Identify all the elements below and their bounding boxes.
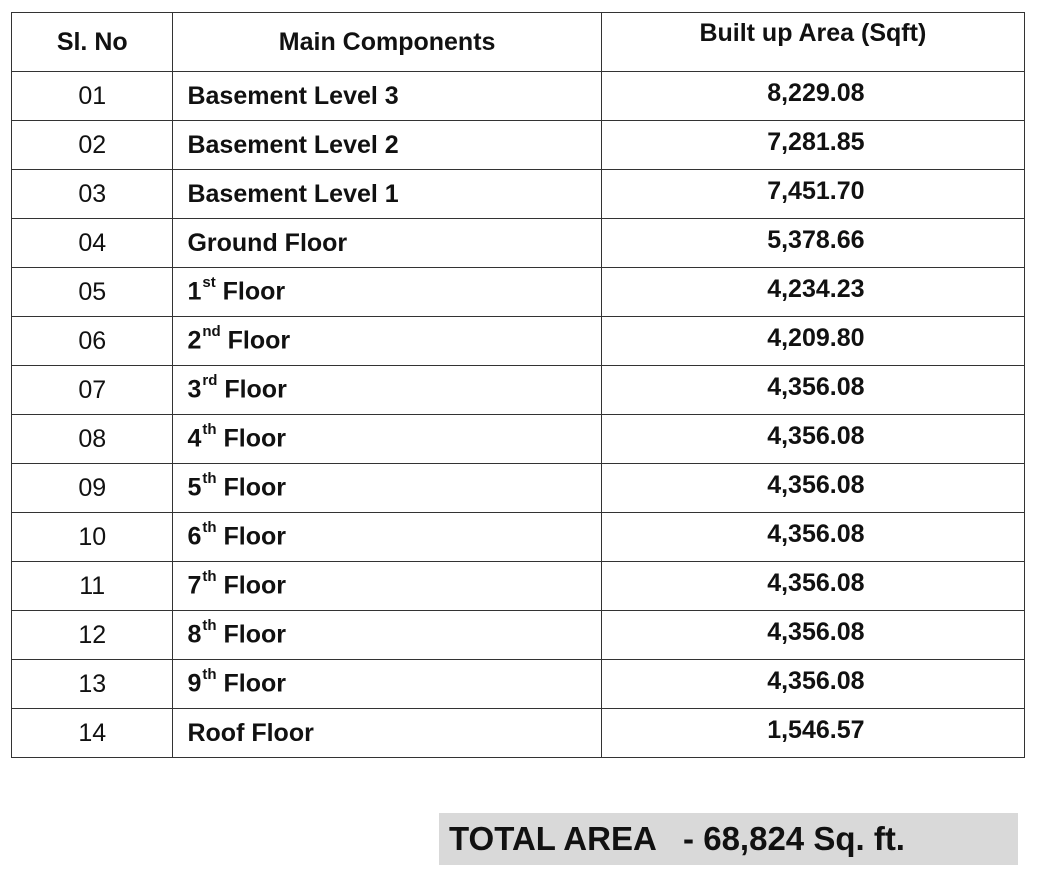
- row-component-name: 1: [187, 277, 202, 306]
- row-area-value: 8,229.08: [767, 78, 865, 107]
- row-component: [173, 660, 601, 709]
- row-component-name: Roof Floor: [187, 718, 314, 747]
- table-row: [12, 562, 1025, 611]
- row-area-value: 4,356.08: [767, 421, 865, 450]
- row-component-ordinal: st: [202, 274, 216, 292]
- row-component: [173, 121, 601, 170]
- table-row: [12, 709, 1025, 758]
- row-component-ordinal: nd: [202, 323, 221, 341]
- row-component: [173, 268, 601, 317]
- row-area-value: 4,356.08: [767, 617, 865, 646]
- row-area-value: 4,356.08: [767, 666, 865, 695]
- row-component-ordinal: th: [202, 666, 217, 684]
- row-component-suffix: Floor: [216, 571, 286, 600]
- row-built-up-area: [601, 660, 1024, 709]
- row-built-up-area: [601, 72, 1024, 121]
- row-sl-no: 08: [12, 415, 173, 464]
- row-component: [173, 513, 601, 562]
- row-sl-no: 13: [12, 660, 173, 709]
- row-component: [173, 72, 601, 121]
- row-sl-no: 01: [12, 72, 173, 121]
- table-row: [12, 170, 1025, 219]
- table-row: [12, 415, 1025, 464]
- row-built-up-area: [601, 317, 1024, 366]
- row-sl-no: 07: [12, 366, 173, 415]
- area-table: [11, 12, 1025, 758]
- row-component-ordinal: th: [202, 421, 217, 439]
- row-component: [173, 366, 601, 415]
- row-area-value: 7,451.70: [767, 176, 865, 205]
- row-component: [173, 415, 601, 464]
- row-sl-no: 06: [12, 317, 173, 366]
- row-component-suffix: Floor: [220, 326, 291, 355]
- row-built-up-area: [601, 268, 1024, 317]
- row-component-ordinal: th: [202, 568, 217, 586]
- row-component-suffix: Floor: [216, 473, 286, 502]
- row-component-ordinal: th: [202, 519, 217, 537]
- row-sl-no: 11: [12, 562, 173, 611]
- row-component-name: 5: [187, 473, 202, 502]
- row-component-ordinal: th: [202, 617, 217, 635]
- total-area-box: TOTAL AREA - 68,824 Sq. ft.: [439, 813, 1018, 865]
- row-component-name: 6: [187, 522, 202, 551]
- row-component-suffix: Floor: [216, 669, 286, 698]
- header-row: [12, 13, 1025, 72]
- row-component-name: 3: [187, 375, 202, 404]
- header-built-up-area-label: Built up Area (Sqft): [699, 18, 927, 47]
- row-component-name: 8: [187, 620, 202, 649]
- row-built-up-area: [601, 219, 1024, 268]
- table-body: [12, 72, 1025, 758]
- row-component-name: Basement Level 2: [187, 130, 399, 159]
- row-sl-no: 02: [12, 121, 173, 170]
- row-component-name: Ground Floor: [187, 228, 348, 257]
- table-row: [12, 513, 1025, 562]
- row-component: [173, 464, 601, 513]
- row-area-value: 7,281.85: [767, 127, 865, 156]
- row-component: [173, 709, 601, 758]
- row-component-suffix: Floor: [217, 375, 287, 404]
- row-component: [173, 562, 601, 611]
- header-main-components: Main Components: [173, 13, 601, 72]
- row-area-value: 1,546.57: [767, 715, 865, 744]
- row-built-up-area: [601, 121, 1024, 170]
- row-area-value: 4,356.08: [767, 568, 865, 597]
- row-component-ordinal: th: [202, 470, 217, 488]
- row-component-suffix: Floor: [216, 620, 286, 649]
- row-area-value: 4,356.08: [767, 519, 865, 548]
- row-sl-no: 03: [12, 170, 173, 219]
- table-header: [12, 13, 1025, 72]
- header-sl-no: Sl. No: [12, 13, 173, 72]
- row-built-up-area: [601, 366, 1024, 415]
- row-built-up-area: [601, 464, 1024, 513]
- row-built-up-area: [601, 170, 1024, 219]
- table-row: [12, 660, 1025, 709]
- table-row: [12, 317, 1025, 366]
- row-component-name: Basement Level 1: [187, 179, 399, 208]
- row-component-suffix: Floor: [215, 277, 286, 306]
- row-sl-no: 12: [12, 611, 173, 660]
- table-row: [12, 219, 1025, 268]
- row-component-name: 4: [187, 424, 202, 453]
- row-built-up-area: [601, 562, 1024, 611]
- table-row: [12, 366, 1025, 415]
- row-component: [173, 170, 601, 219]
- header-built-up-area: [601, 13, 1024, 72]
- row-sl-no: 05: [12, 268, 173, 317]
- row-sl-no: 04: [12, 219, 173, 268]
- row-component-name: 7: [187, 571, 202, 600]
- row-built-up-area: [601, 415, 1024, 464]
- row-component-suffix: Floor: [216, 522, 286, 551]
- row-area-value: 4,234.23: [767, 274, 865, 303]
- row-built-up-area: [601, 611, 1024, 660]
- row-area-value: 4,209.80: [767, 323, 865, 352]
- table-row: [12, 121, 1025, 170]
- row-sl-no: 14: [12, 709, 173, 758]
- row-sl-no: 09: [12, 464, 173, 513]
- table-row: [12, 72, 1025, 121]
- row-component: [173, 219, 601, 268]
- row-component-ordinal: rd: [202, 372, 218, 390]
- table-row: [12, 464, 1025, 513]
- row-component-suffix: Floor: [216, 424, 286, 453]
- row-built-up-area: [601, 709, 1024, 758]
- row-component-name: 9: [187, 669, 202, 698]
- row-area-value: 4,356.08: [767, 470, 865, 499]
- row-sl-no: 10: [12, 513, 173, 562]
- row-component-name: 2: [187, 326, 202, 355]
- row-built-up-area: [601, 513, 1024, 562]
- row-area-value: 5,378.66: [767, 225, 865, 254]
- row-component-name: Basement Level 3: [187, 81, 399, 110]
- row-component: [173, 317, 601, 366]
- row-component: [173, 611, 601, 660]
- row-area-value: 4,356.08: [767, 372, 865, 401]
- table-row: [12, 611, 1025, 660]
- table-row: [12, 268, 1025, 317]
